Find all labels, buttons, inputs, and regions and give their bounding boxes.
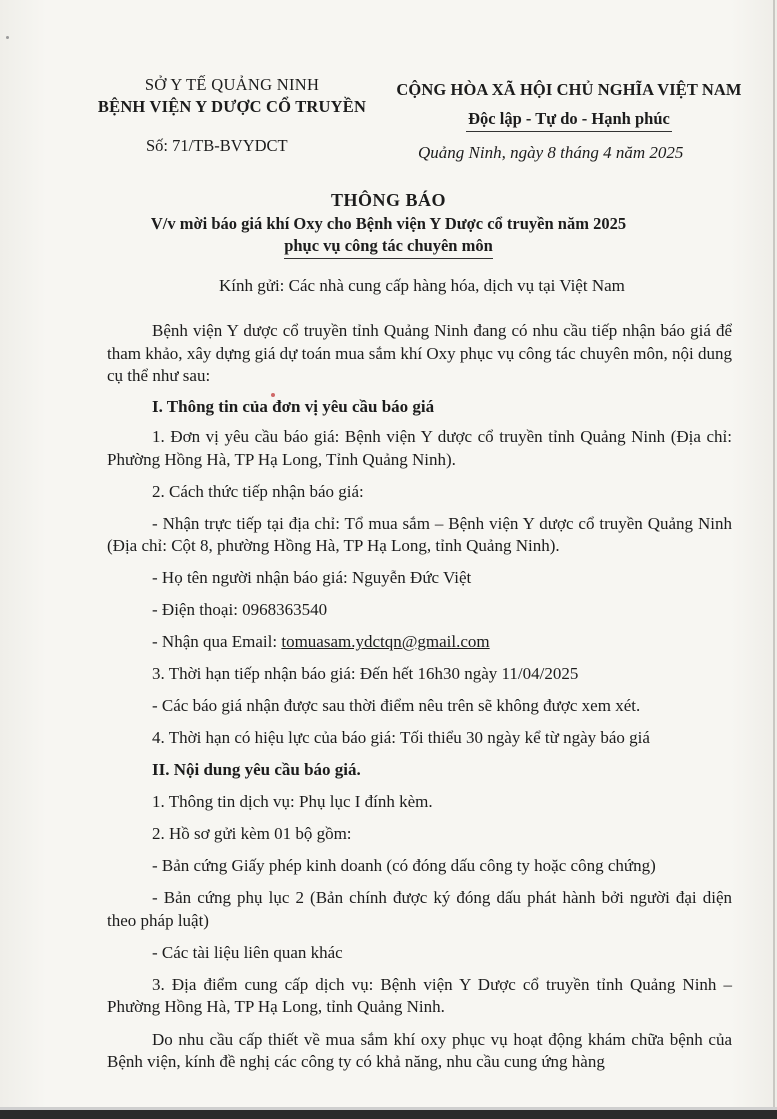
parent-org: SỞ Y TẾ QUẢNG NINH — [144, 75, 320, 94]
s2-item-2: 2. Hồ sơ gửi kèm 01 bộ gồm: — [152, 824, 352, 843]
s1-late-note: - Các báo giá nhận được sau thời điểm nêu trên sẽ không được xem xét. — [152, 696, 641, 715]
motto: Độc lập - Tự do - Hạnh phúc — [468, 109, 670, 128]
document-date: Quảng Ninh, ngày 8 tháng 4 năm 2025 — [418, 143, 684, 162]
scan-speck — [6, 36, 9, 39]
s1-item-1: 1. Đơn vị yêu cầu báo giá: Bệnh viện Y dược cổ truyền tỉnh Quảng Ninh (Địa chỉ: Phường Hồng Hà, TP Hạ Long, Tỉnh Quảng Ninh). — [107, 427, 732, 469]
s2-item-3: 3. Địa điểm cung cấp dịch vụ: Bệnh viện Y Dược cổ truyền tỉnh Quảng Ninh – Phường Hồng Hà, TP Hạ Long, tỉnh Quảng Ninh. — [107, 974, 732, 1016]
document-body — [107, 320, 732, 1074]
s1-item-2: 2. Cách thức tiếp nhận báo giá: — [152, 481, 364, 501]
closing-paragraph: Do nhu cầu cấp thiết về mua sắm khí oxy phục vụ hoạt động khám chữa bệnh của Bệnh viện, kính đề nghị các công ty có khả năng, nhu cầu cung ứng hàng — [107, 1029, 732, 1071]
scan-edge-dark — [0, 1110, 777, 1119]
s2-item-1: 1. Thông tin dịch vụ: Phụ lục I đính kèm. — [152, 792, 433, 811]
s1-item-4: 4. Thời hạn có hiệu lực của báo giá: Tối thiểu 30 ngày kể từ ngày báo giá — [152, 728, 650, 747]
document-number: Số: 71/TB-BVYDCT — [146, 136, 288, 155]
subject-line-2: phục vụ công tác chuyên môn — [284, 235, 493, 259]
recipient-line: Kính gửi: Các nhà cung cấp hàng hóa, dịch vụ tại Việt Nam — [219, 276, 625, 295]
s2-appendix: - Bản cứng phụ lục 2 (Bản chính được ký đóng dấu phát hành bởi người đại diện theo pháp luật) — [107, 888, 732, 930]
nation-title: CỘNG HÒA XÃ HỘI CHỦ NGHĨA VIỆT NAM — [396, 80, 742, 99]
subject-line-1: V/v mời báo giá khí Oxy cho Bệnh viện Y Dược cổ truyền năm 2025 — [150, 214, 627, 233]
s1-phone: - Điện thoại: 0968363540 — [152, 600, 328, 619]
s1-email-line — [107, 631, 732, 654]
intro-paragraph: Bệnh viện Y dược cổ truyền tỉnh Quảng Ninh đang có nhu cầu tiếp nhận báo giá để tham khảo, xây dựng giá dự toán mua sắm khí Oxy phục vụ công tác chuyên môn, nội dung cụ thể như sau: — [107, 321, 732, 385]
s1-item-3: 3. Thời hạn tiếp nhận báo giá: Đến hết 16h30 ngày 11/04/2025 — [152, 664, 579, 683]
page-edge — [773, 0, 775, 1119]
org-name: BỆNH VIỆN Y DƯỢC CỔ TRUYỀN — [97, 97, 367, 116]
document-title: THÔNG BÁO — [330, 190, 446, 210]
motto-underline — [466, 131, 672, 132]
s2-other: - Các tài liệu liên quan khác — [152, 942, 343, 962]
nation-block — [384, 78, 754, 132]
red-ink-mark — [271, 393, 275, 397]
email-link[interactable]: tomuasam.ydctqn@gmail.com — [281, 632, 490, 651]
document-subject — [0, 213, 777, 259]
section-1-heading: I. Thông tin của đơn vị yêu cầu báo giá — [152, 396, 435, 416]
issuer-block — [82, 74, 382, 118]
s2-license: - Bản cứng Giấy phép kinh doanh (có đóng dấu công ty hoặc công chứng) — [152, 856, 656, 875]
s1-receiver: - Họ tên người nhận báo giá: Nguyễn Đức Việt — [152, 568, 472, 587]
email-label: - Nhận qua Email: — [152, 632, 282, 651]
section-2-heading: II. Nội dung yêu cầu báo giá. — [152, 760, 361, 779]
s1-direct: - Nhận trực tiếp tại địa chỉ: Tổ mua sắm – Bệnh viện Y dược cổ truyền Quảng Ninh (Địa chỉ: Cột 8, phường Hồng Hà, TP Hạ Long, tỉnh Quảng Ninh). — [107, 513, 732, 555]
